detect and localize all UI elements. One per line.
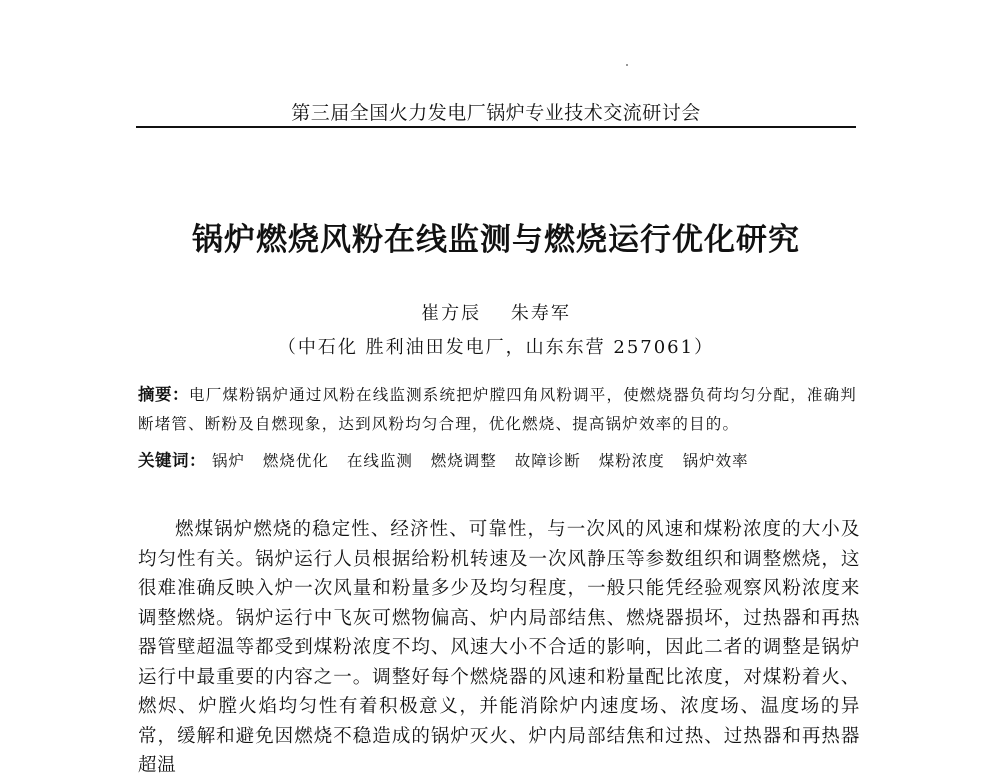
keyword: 锅炉效率 bbox=[682, 452, 749, 470]
scan-speck bbox=[626, 64, 628, 66]
abstract bbox=[138, 380, 860, 439]
body-paragraph: 燃煤锅炉燃烧的稳定性、经济性、可靠性，与一次风的风速和煤粉浓度的大小及均匀性有关。锅炉运行人员根据给粉机转速及一次风静压等参数组织和调整燃烧，这很难准确反映入炉一次风量和粉量多少及均匀程度，一般只能凭经验观察风粉浓度来调整燃烧。锅炉运行中飞灰可燃物偏高、炉内局部结焦、燃烧器损坏，过热器和再热器管壁超温等都受到煤粉浓度不均、风速大小不合适的影响，因此二者的调整是锅炉运行中最重要的内容之一。调整好每个燃烧器的风速和粉量配比浓度，对煤粉着火、燃烬、炉膛火焰均匀性有着积极意义，并能消除炉内速度场、浓度场、温度场的异常，缓解和避免因燃烧不稳造成的锅炉灭火、炉内局部结焦和过热、过热器和再热器超温 bbox=[138, 519, 860, 776]
keyword: 燃烧优化 bbox=[262, 452, 329, 470]
paper-title: 锅炉燃烧风粉在线监测与燃烧运行优化研究 bbox=[192, 222, 800, 258]
abstract-text: 电厂煤粉锅炉通过风粉在线监测系统把炉膛四角风粉调平，使燃烧器负荷均匀分配，准确判断堵管、断粉及自燃现象，达到风粉均匀合理，优化燃烧、提高锅炉效率的目的。 bbox=[138, 386, 858, 433]
keyword: 煤粉浓度 bbox=[598, 452, 665, 470]
author-line bbox=[136, 299, 856, 325]
author-name: 朱寿军 bbox=[510, 303, 571, 324]
author-name: 崔方辰 bbox=[421, 303, 482, 324]
keywords bbox=[138, 446, 860, 476]
keyword: 燃烧调整 bbox=[430, 452, 497, 470]
affiliation: （中石化 胜利油田发电厂，山东东营 257061） bbox=[277, 337, 715, 358]
abstract-label: 摘要： bbox=[138, 385, 189, 404]
keywords-label: 关键词： bbox=[138, 451, 206, 470]
keyword: 故障诊断 bbox=[514, 452, 581, 470]
header-rule bbox=[136, 126, 856, 128]
running-header: 第三届全国火力发电厂锅炉专业技术交流研讨会 bbox=[291, 102, 701, 124]
keyword: 在线监测 bbox=[346, 452, 413, 470]
keyword: 锅炉 bbox=[211, 452, 245, 470]
